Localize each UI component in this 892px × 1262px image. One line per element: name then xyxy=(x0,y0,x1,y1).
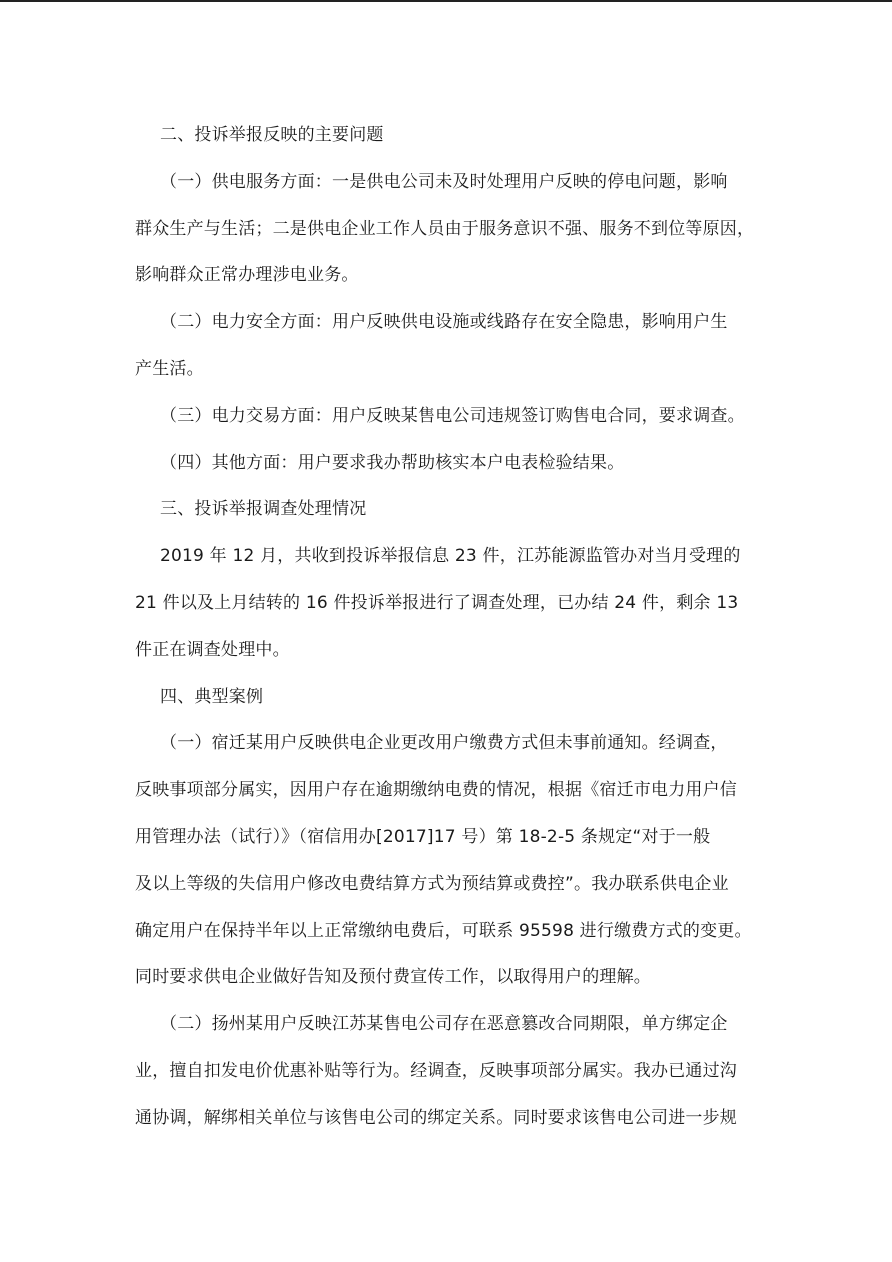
paragraph-line: 通协调，解绑相关单位与该售电公司的绑定关系。同时要求该售电公司进一步规 xyxy=(135,1107,737,1128)
paragraph-line: 群众生产与生活；二是供电企业工作人员由于服务意识不强、服务不到位等原因， xyxy=(135,218,755,239)
section-heading-investigation: 三、投诉举报调查处理情况 xyxy=(160,499,367,520)
paragraph-line: 同时要求供电企业做好告知及预付费宣传工作，以取得用户的理解。 xyxy=(135,967,651,988)
paragraph-line: 及以上等级的失信用户修改电费结算方式为预结算或费控”。我办联系供电企业 xyxy=(135,873,729,894)
paragraph-line: （二）扬州某用户反映江苏某售电公司存在恶意篡改合同期限，单方绑定企 xyxy=(160,1014,728,1035)
paragraph-line: 业，擅自扣发电价优惠补贴等行为。经调查，反映事项部分属实。我办已通过沟 xyxy=(135,1060,737,1081)
document-page xyxy=(135,112,761,1142)
paragraph-line: 21 件以及上月结转的 16 件投诉举报进行了调查处理，已办结 24 件，剩余 13 xyxy=(135,592,739,613)
paragraph-line: 件正在调查处理中。 xyxy=(135,639,290,660)
paragraph-line: 影响群众正常办理涉电业务。 xyxy=(135,265,359,286)
paragraph-line: （一）供电服务方面：一是供电公司未及时处理用户反映的停电问题，影响 xyxy=(160,171,728,192)
page-top-border xyxy=(0,0,892,2)
paragraph-line: （四）其他方面：用户要求我办帮助核实本户电表检验结果。 xyxy=(160,452,625,473)
paragraph-line: 2019 年 12 月，共收到投诉举报信息 23 件，江苏能源监管办对当月受理的 xyxy=(160,546,741,567)
section-heading-typical-cases: 四、典型案例 xyxy=(160,686,264,707)
paragraph-line: 产生活。 xyxy=(135,358,204,379)
paragraph-line: 反映事项部分属实，因用户存在逾期缴纳电费的情况，根据《宿迁市电力用户信 xyxy=(135,780,737,801)
paragraph-line: （三）电力交易方面：用户反映某售电公司违规签订购售电合同，要求调查。 xyxy=(160,405,745,426)
paragraph-line: （一）宿迁某用户反映供电企业更改用户缴费方式但未事前通知。经调查， xyxy=(160,733,728,754)
paragraph-line: 确定用户在保持半年以上正常缴纳电费后，可联系 95598 进行缴费方式的变更。 xyxy=(135,920,752,941)
section-heading-main-issues: 二、投诉举报反映的主要问题 xyxy=(160,125,384,145)
paragraph-line: （二）电力安全方面：用户反映供电设施或线路存在安全隐患，影响用户生 xyxy=(160,312,728,333)
paragraph-line: 用管理办法（试行）》（宿信用办[2017]17 号）第 18-2-5 条规定“对于一般 xyxy=(135,826,711,847)
